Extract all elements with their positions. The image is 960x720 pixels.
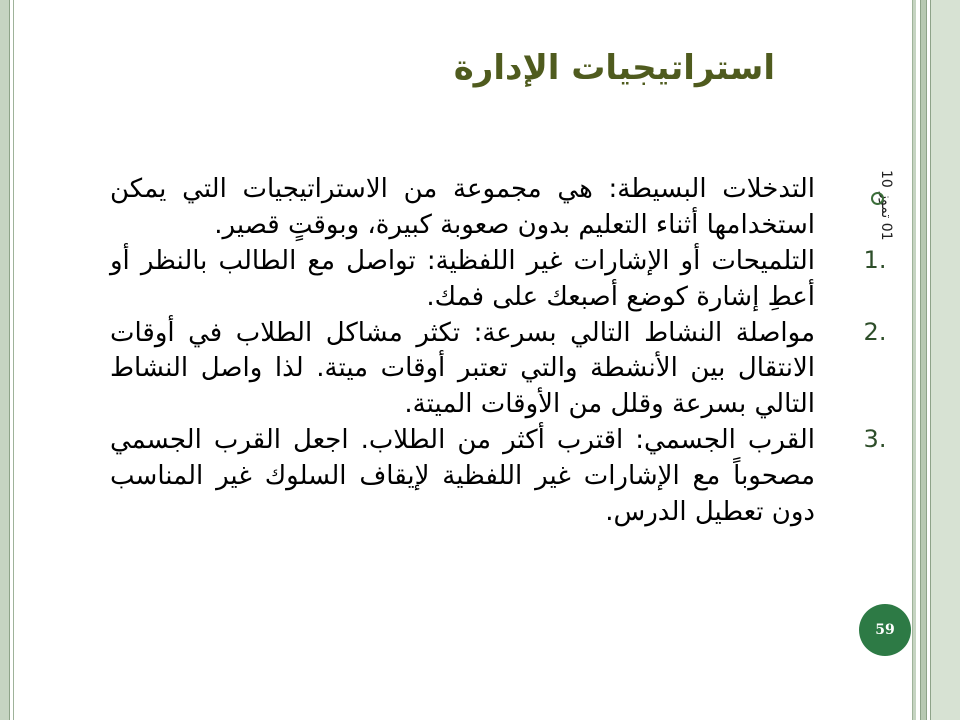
bullet-text: التدخلات البسيطة: هي مجموعة من الاستراتيجيات التي يمكن استخدامها أثناء التعليم بدون صعوبة كبيرة، وبوقتٍ قصير. [110,174,815,240]
list-item-1 [110,244,887,316]
left-frame-bar [0,0,10,720]
list-marker: 2. [863,317,887,346]
right-frame-stripe-inner [912,0,916,720]
right-frame-stripe-outer [930,0,960,720]
ring-bullet-icon [871,192,884,205]
page-number-badge: 59 [859,604,911,656]
list-item-2 [110,316,887,424]
list-item-text: القرب الجسمي: اقترب أكثر من الطلاب. اجعل القرب الجسمي مصحوباً مع الإشارات غير اللفظية لإيقاف السلوك غير المناسب دون تعطيل الدرس. [110,425,815,527]
slide-date: 01 تموز 10 [878,170,894,241]
left-frame-line [13,0,14,720]
list-marker: 1. [863,245,887,274]
slide-title: استراتيجيات الإدارة [453,48,775,88]
list-marker: 3. [863,425,887,454]
list-item-text: التلميحات أو الإشارات غير اللفظية: تواصل مع الطالب بالنظر أو أعطِ إشارة كوضع أصبعك على فمك. [110,245,815,312]
bullet-item [110,172,850,244]
list-item-text: مواصلة النشاط التالي بسرعة: تكثر مشاكل الطلاب في أوقات الانتقال بين الأنشطة والتي تعتبر أوقات ميتة. لذا واصل النشاط التالي بسرعة وقلل من الأوقات الميتة. [110,317,815,420]
right-frame-stripe-middle [920,0,927,720]
list-item-3 [110,423,887,531]
